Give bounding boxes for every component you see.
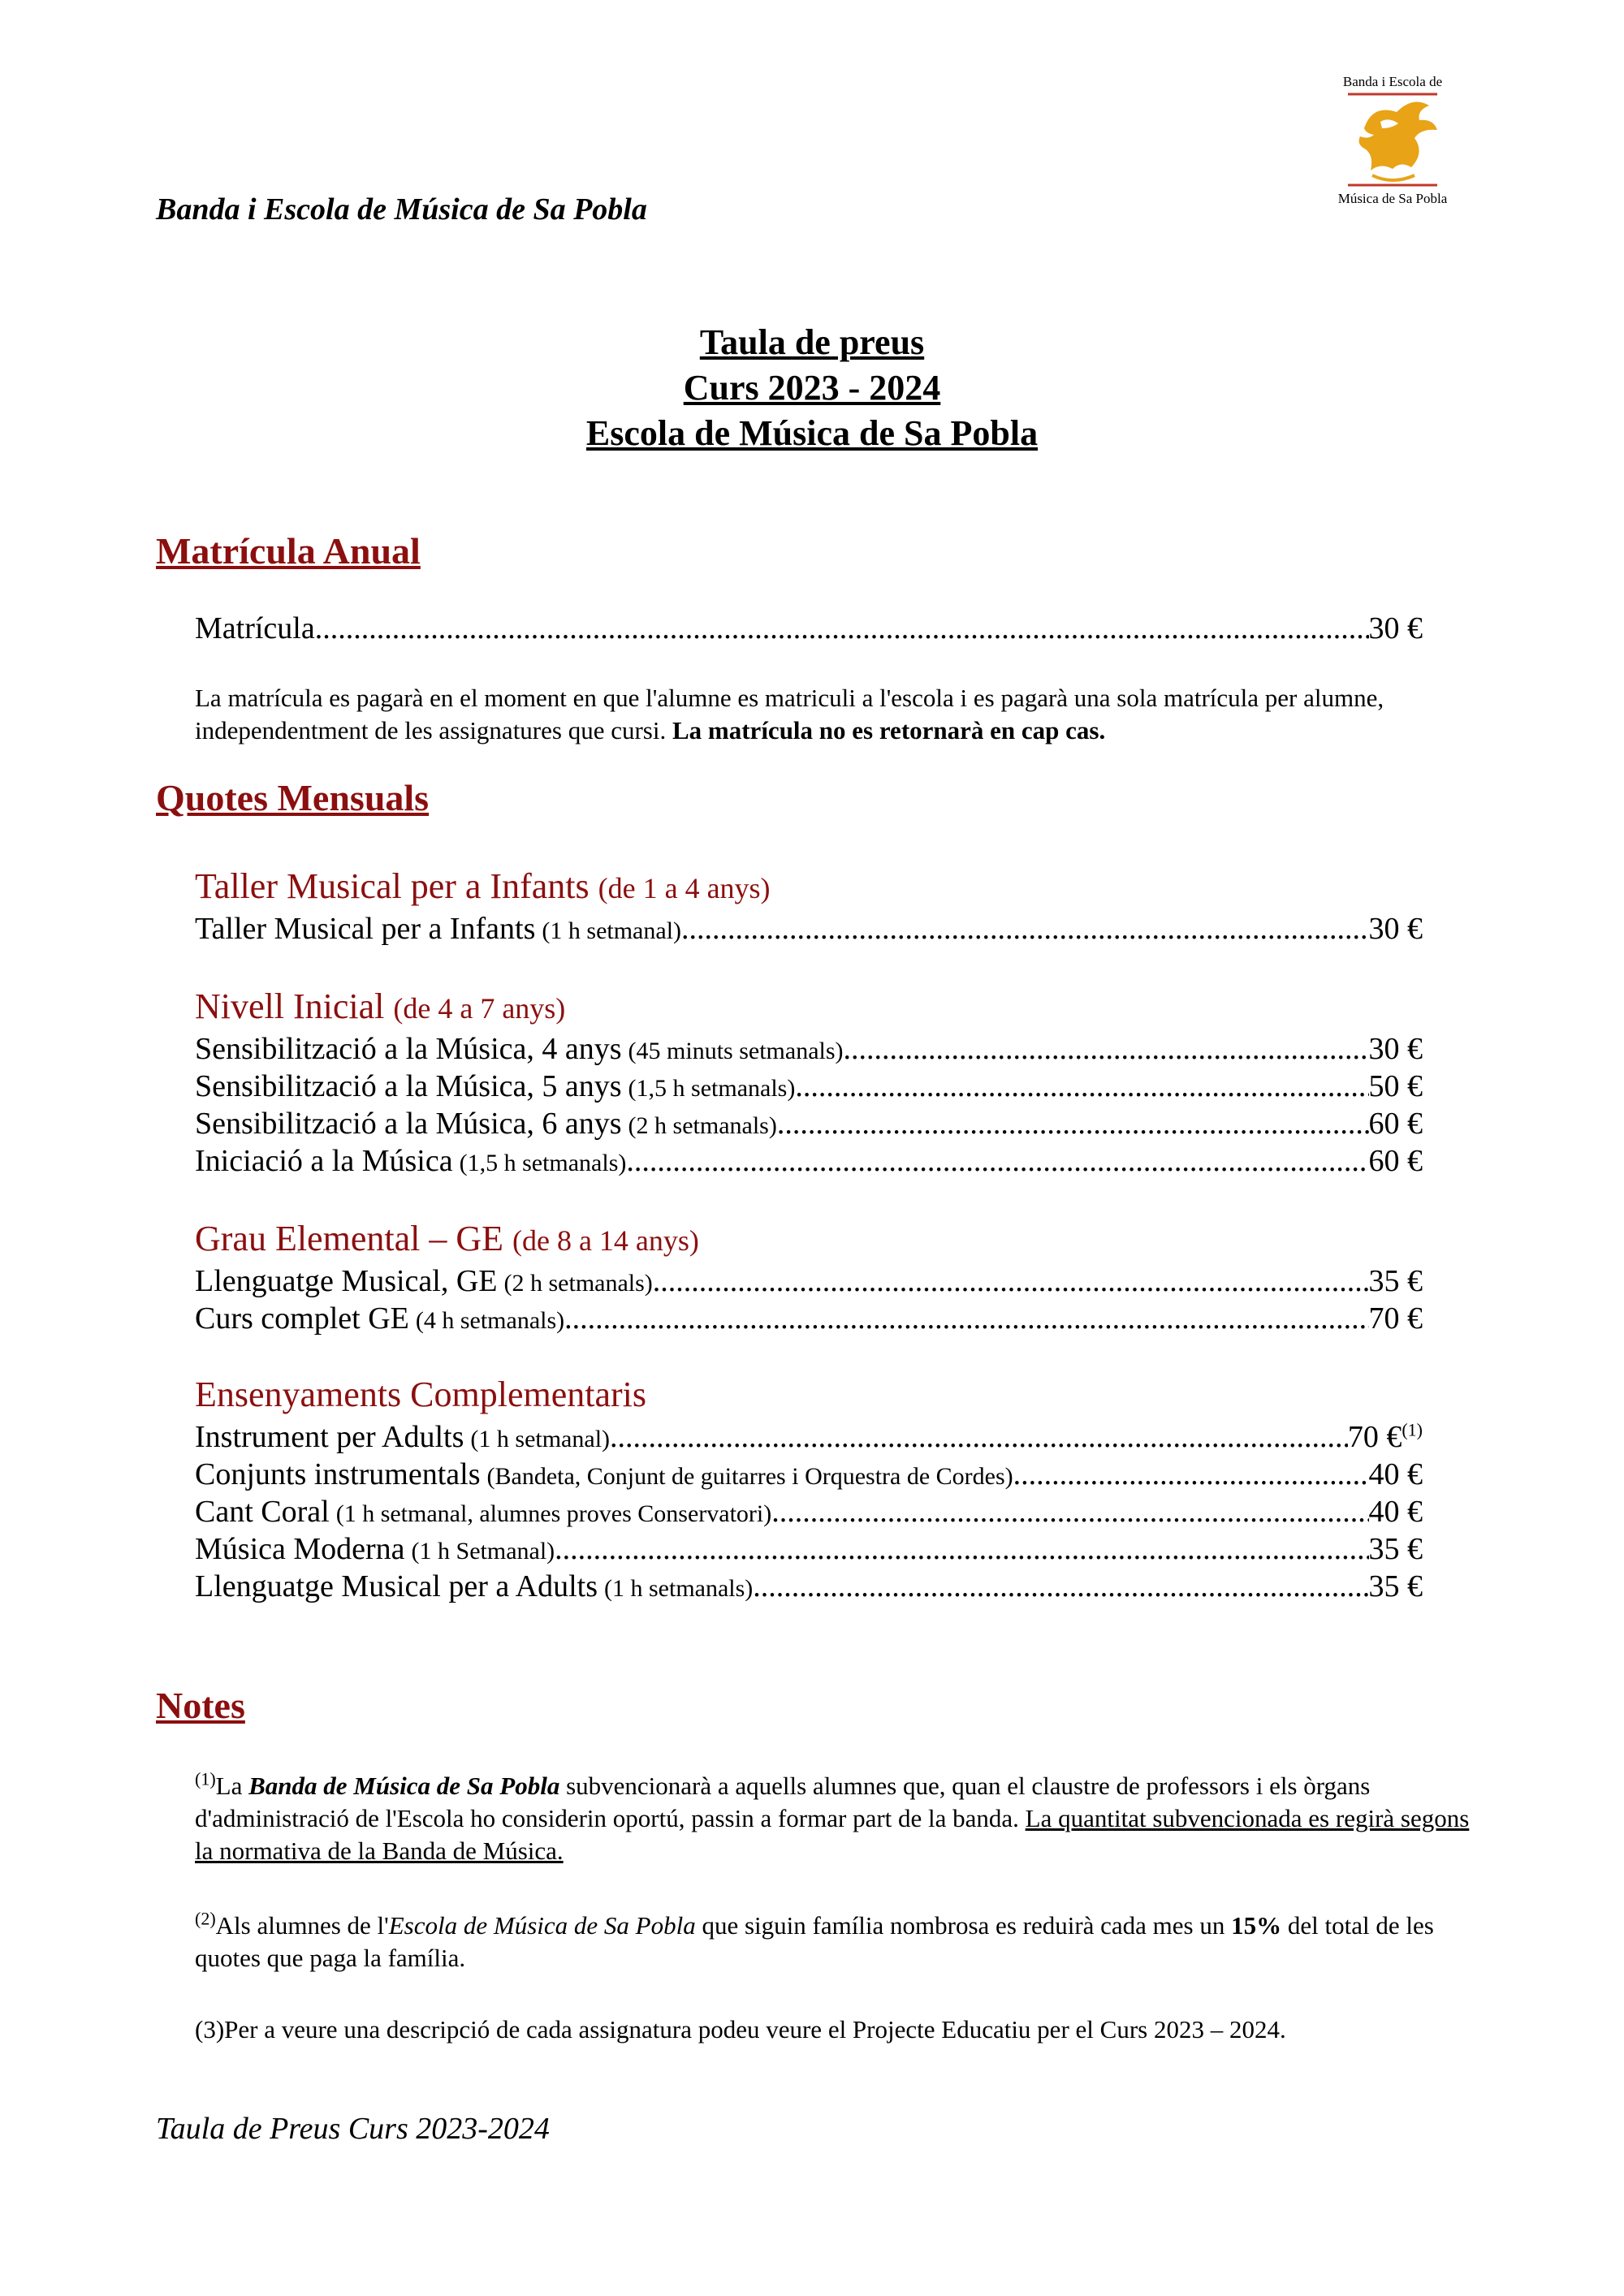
dot-leader: [771, 1494, 1368, 1530]
item-price: 30 €: [1368, 611, 1423, 645]
item-label: Llenguatge Musical, GE: [195, 1264, 498, 1298]
item-note: (2 h setmanals): [628, 1112, 777, 1139]
school-logo: [1324, 71, 1462, 211]
matricula-paragraph: [195, 682, 1478, 747]
dragon-emblem-icon: [1324, 71, 1462, 211]
item-note: (Bandeta, Conjunt de guitarres i Orquestra de Cordes): [486, 1463, 1013, 1490]
price-line: [195, 1106, 1423, 1142]
item-price: 70 €: [1368, 1301, 1423, 1336]
item-note: (1,5 h setmanals): [628, 1075, 796, 1102]
price-line: [195, 1457, 1423, 1492]
dot-leader: [626, 1143, 1368, 1179]
price-line: [195, 1419, 1423, 1455]
footer-text: Taula de Preus Curs 2023-2024: [156, 2112, 550, 2146]
group-title: Taller Musical per a Infants: [195, 866, 590, 906]
section-heading-quotes: Quotes Mensuals: [156, 777, 430, 818]
item-price: 40 €: [1368, 1495, 1423, 1529]
footnote-marker: (1): [195, 1768, 216, 1789]
item-note: (1 h setmanal, alumnes proves Conservatori): [335, 1500, 772, 1527]
dot-leader: [564, 1301, 1368, 1336]
group-range: (de 8 a 14 anys): [512, 1224, 699, 1257]
group-range: (de 4 a 7 anys): [393, 992, 566, 1025]
group-title: Grau Elemental – GE: [195, 1219, 503, 1258]
dot-leader: [681, 911, 1368, 947]
item-label: Música Moderna: [195, 1532, 405, 1566]
item-note: (1 h Setmanal): [411, 1538, 555, 1564]
note-1: [195, 1770, 1478, 1867]
price-line-matricula: [195, 611, 1423, 646]
item-price: 60 €: [1368, 1144, 1423, 1178]
note-underlined: La quantitat subvencionada es regirà segons la normativa de la Banda de Música.: [195, 1804, 1470, 1865]
item-price: 60 €: [1368, 1107, 1423, 1141]
note-text: subvencionarà a aquells alumnes que, quan el claustre de professors i els òrgans d'administració de l'Escola ho considerin oportú, passin a formar part de la banda.: [195, 1772, 1371, 1832]
price-line: [195, 1068, 1423, 1104]
item-label: Sensibilització a la Música, 6 anys: [195, 1107, 622, 1141]
note-2: [195, 1910, 1478, 1974]
price-line: [195, 1031, 1423, 1067]
price-value: 70 €: [1347, 1420, 1402, 1454]
title-line-1: Taula de preus: [699, 322, 925, 362]
group-title-nivell-inicial: [195, 986, 565, 1027]
price-line: [195, 1301, 1423, 1336]
item-price: 30 €: [1368, 1032, 1423, 1066]
item-note: (1 h setmanal): [470, 1426, 611, 1452]
item-price: 35 €: [1368, 1569, 1423, 1603]
price-line: [195, 1494, 1423, 1530]
item-label: Sensibilització a la Música, 4 anys: [195, 1032, 622, 1066]
section-heading-matricula: Matrícula Anual: [156, 530, 421, 572]
title-line-2: Curs 2023 - 2024: [683, 368, 941, 408]
dot-leader: [610, 1419, 1348, 1455]
note-text: del total de les quotes que paga la família.: [195, 1911, 1434, 1972]
group-title: Nivell Inicial: [195, 986, 385, 1026]
item-note: (1,5 h setmanals): [459, 1150, 627, 1176]
note-italic: Escola de Música de Sa Pobla: [388, 1911, 696, 1940]
section-heading-notes: Notes: [156, 1685, 245, 1726]
item-label: Llenguatge Musical per a Adults: [195, 1569, 598, 1603]
item-price: 30 €: [1368, 912, 1423, 946]
item-price: [1348, 1419, 1423, 1455]
note-3: (3)Per a veure una descripció de cada assignatura podeu veure el Projecte Educatiu per el Curs 2023 – 2024.: [195, 2015, 1286, 2044]
note-text: que siguin família nombrosa es reduirà cada mes un: [695, 1911, 1232, 1940]
note-text: La: [215, 1772, 249, 1800]
item-price: 50 €: [1368, 1069, 1423, 1103]
price-line: [195, 1569, 1423, 1604]
note-emphasis: Banda de Música de Sa Pobla: [248, 1772, 560, 1800]
dot-leader: [777, 1106, 1369, 1142]
group-title-complementaris: [195, 1374, 646, 1415]
group-title-grau-elemental: [195, 1218, 699, 1259]
organization-name: Banda i Escola de Música de Sa Pobla: [156, 192, 647, 227]
dot-leader: [1013, 1457, 1369, 1492]
dot-leader: [844, 1031, 1369, 1067]
price-line: [195, 1531, 1423, 1567]
item-price: 35 €: [1368, 1532, 1423, 1566]
item-label: Taller Musical per a Infants: [195, 912, 536, 946]
price-line: [195, 911, 1423, 947]
footnote-ref: (1): [1402, 1419, 1423, 1440]
item-note: (45 minuts setmanals): [628, 1038, 844, 1064]
item-note: (2 h setmanals): [503, 1270, 653, 1297]
price-line: [195, 1143, 1423, 1179]
item-note: (4 h setmanals): [415, 1307, 565, 1334]
dot-leader: [653, 1263, 1369, 1299]
item-note: (1 h setmanals): [604, 1575, 754, 1602]
dot-leader: [315, 611, 1369, 646]
item-label: Matrícula: [195, 611, 315, 645]
footnote-marker: (2): [195, 1908, 216, 1929]
matricula-bold-text: La matrícula no es retornarà en cap cas.: [672, 716, 1106, 744]
group-title: Ensenyaments Complementaris: [195, 1375, 646, 1414]
note-bold: 15%: [1231, 1911, 1282, 1940]
item-label: Conjunts instrumentals: [195, 1457, 481, 1491]
item-label: Sensibilització a la Música, 5 anys: [195, 1069, 622, 1103]
item-note: (1 h setmanal): [542, 917, 682, 944]
dot-leader: [795, 1068, 1368, 1104]
price-line: [195, 1263, 1423, 1299]
dot-leader: [753, 1569, 1368, 1604]
document-title: [0, 320, 1624, 456]
item-label: Instrument per Adults: [195, 1420, 464, 1454]
group-range: (de 1 a 4 anys): [598, 872, 771, 904]
title-line-3: Escola de Música de Sa Pobla: [585, 413, 1039, 453]
group-title-taller: [195, 865, 771, 907]
item-price: 40 €: [1368, 1457, 1423, 1491]
item-price: 35 €: [1368, 1264, 1423, 1298]
matricula-text: La matrícula es pagarà en el moment en que l'alumne es matriculi a l'escola i es pagarà una sola matrícula per alumne, independentment de les assignatures que cursi.: [195, 684, 1384, 744]
logo-top-text: Banda i Escola de: [1342, 74, 1443, 89]
item-label: Iniciació a la Música: [195, 1144, 453, 1178]
item-label: Cant Coral: [195, 1495, 330, 1529]
dot-leader: [555, 1531, 1368, 1567]
item-label: Curs complet GE: [195, 1301, 409, 1336]
note-text: Als alumnes de l': [215, 1911, 389, 1940]
logo-bottom-text: Música de Sa Pobla: [1337, 191, 1448, 206]
